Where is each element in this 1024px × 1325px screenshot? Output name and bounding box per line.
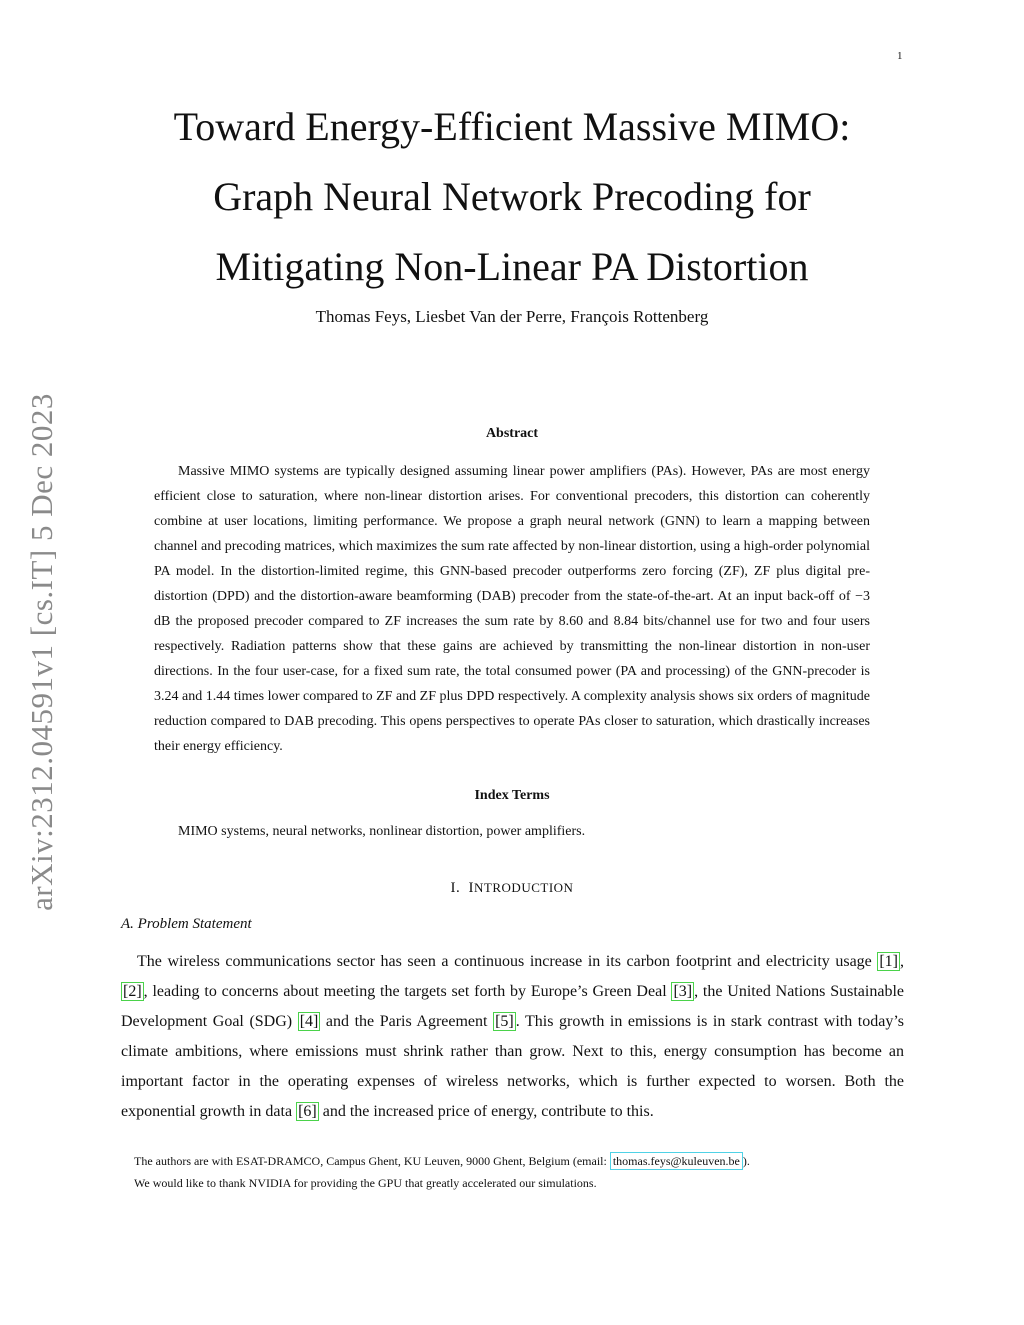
intro-text-4: , the United Nations Sustainable Development Goal (SDG) [121, 983, 904, 1030]
abstract-text-part-1: Massive MIMO systems are typically designed assuming linear power amplifiers (PAs). However, PAs are most energy efficient close to saturation, where non-linear distortion arises. For conventional precoders, this distortion can coherently combine at user locations, limiting performance. We propose a graph neural network (GNN) to learn a mapping between channel and precoding matrices, which maximizes the sum rate affected by non-linear distortion, using a high-order polynomial PA model. In the distortion-limited regime, this GNN-based precoder outperforms zero forcing (ZF), ZF plus digital pre-distortion (DPD) and the distortion-aware beamforming (DAB) precoder from the state-of-the-art. At an input back-off of [154, 464, 870, 604]
citation-link-3[interactable]: [3] [673, 983, 693, 1000]
page-number: 1 [897, 50, 903, 62]
section-heading-introduction [0, 880, 1024, 897]
footnote-affiliation [134, 1150, 750, 1172]
index-terms-text: MIMO systems, neural networks, nonlinear distortion, power amplifiers. [178, 824, 586, 839]
intro-text-1: The wireless communications sector has seen a continuous increase in its carbon footprint and electricity usage [137, 953, 878, 970]
abstract-heading: Abstract [485, 426, 539, 441]
arxiv-identifier-stamp: arXiv:2312.04591v1 [cs.IT] 5 Dec 2023 [24, 393, 59, 911]
section-number: I. [450, 880, 461, 896]
title-line-3: Mitigating Non-Linear PA Distortion [215, 244, 809, 289]
footnote-acknowledgement: We would like to thank NVIDIA for providing the GPU that greatly accelerated our simulations. [134, 1176, 597, 1190]
citation-link-4[interactable]: [4] [299, 1013, 319, 1030]
citation-link-5[interactable]: [5] [495, 1013, 514, 1030]
title-line-1: Toward Energy-Efficient Massive MIMO: [173, 104, 851, 149]
author-list: Thomas Feys, Liesbet Van der Perre, François Rottenberg [315, 307, 709, 326]
footnotes [134, 1150, 750, 1194]
section-title-first-letter: I [468, 880, 475, 896]
intro-text-2: , [900, 953, 904, 970]
intro-text-3: , leading to concerns about meeting the targets set forth by Europe’s Green Deal [143, 983, 672, 1000]
author-email-link[interactable]: thomas.feys@kuleuven.be [610, 1152, 743, 1170]
abstract-text [154, 459, 870, 759]
citation-link-1[interactable]: [1] [879, 953, 898, 970]
intro-text-6: . This growth in emissions is in stark contrast with today’s climate ambitions, where emissions must shrink rather than grow. Next to this, energy consumption has become an important factor in the operating expenses of wireless networks, which is further expected to worsen. Both the exponential growth in data [121, 1013, 905, 1120]
abstract-text-part-2: the proposed precoder compared to ZF increases the sum rate by 8.60 and 8.84 bits/channel use for two and four users respectively. Radiation patterns show that these gains are achieved by transmitting the non-linear distortion in non-user directions. In the four user-case, for a fixed sum rate, the total consumed power (PA and processing) of the GNN-precoder is 3.24 and 1.44 times lower compared to ZF and ZF plus DPD respectively. A complexity analysis shows six orders of magnitude reduction compared to DAB precoding. This opens perspectives to operate PAs closer to saturation, which drastically increases their energy efficiency. [154, 614, 870, 754]
citation-link-6[interactable]: [6] [298, 1103, 317, 1120]
paper-title [0, 92, 1024, 302]
introduction-paragraph [121, 947, 904, 1127]
citation-link-2[interactable]: [2] [123, 983, 142, 1000]
subsection-heading: A. Problem Statement [121, 916, 252, 932]
abstract-math-backoff: −3 dB [154, 589, 870, 629]
index-terms-heading: Index Terms [474, 788, 550, 803]
footnote-affiliation-end: ). [742, 1154, 750, 1168]
section-title-rest: NTRODUCTION [474, 880, 574, 895]
title-line-2: Graph Neural Network Precoding for [213, 174, 811, 219]
intro-text-7: and the increased price of energy, contribute to this. [318, 1103, 654, 1120]
intro-text-5: and the Paris Agreement [320, 1013, 494, 1030]
footnote-affiliation-text: The authors are with ESAT-DRAMCO, Campus Ghent, KU Leuven, 9000 Ghent, Belgium (email: [134, 1154, 610, 1168]
